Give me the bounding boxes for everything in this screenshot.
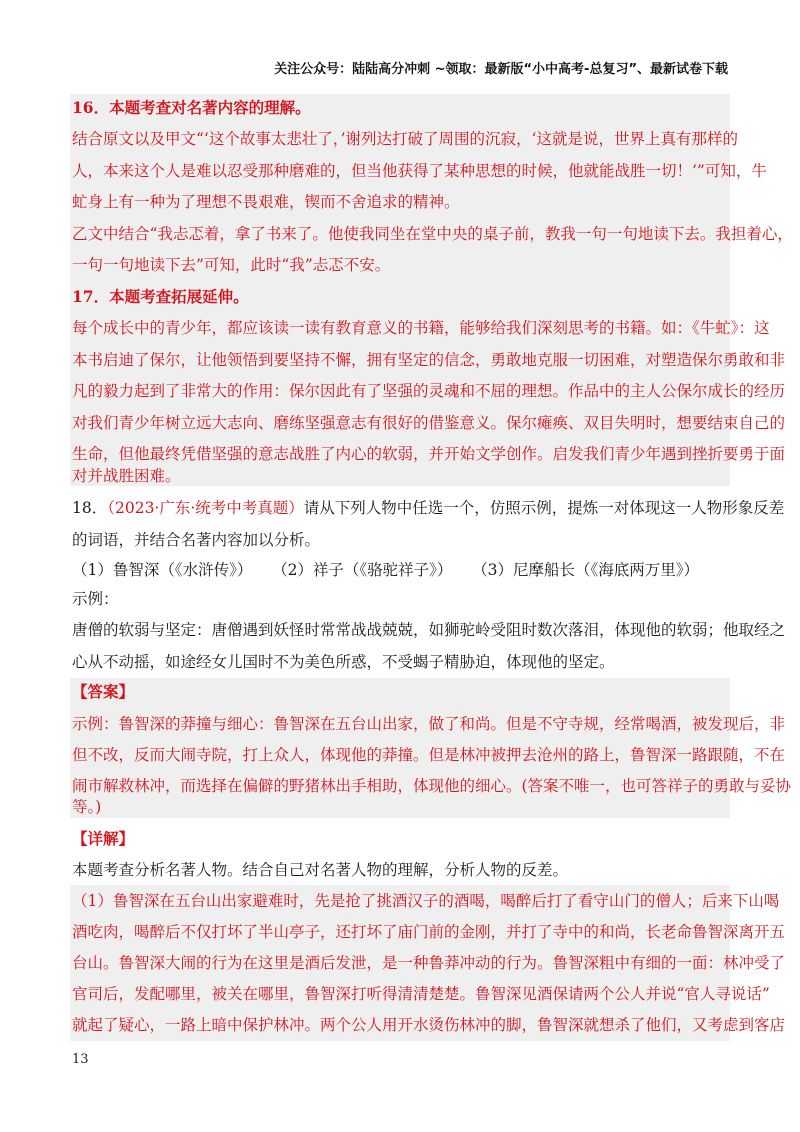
page-header: 关注公众号：陆陆高分冲刺 ~领取：最新版“小中高考-总复习”、最新试卷下载 [274,62,728,77]
analysis-text-line: 台山。鲁智深大闹的行为在这里是酒后发泄，是一种鲁莽冲动的行为。鲁智深粗中有细的一面：林冲受了 [72,954,786,972]
question-18-options: （1）鲁智深（《水浒传》） （2）祥子（《骆驼祥子》） （3）尼摩船长（《海底两万里》） [72,561,700,579]
item-16-text-line: 人，本来这个人是难以忍受那种磨难的，但当他获得了某种思想的时候，他就能战胜一切！’”可知，牛 [72,162,767,180]
answer-text-line: 示例：鲁智深的莽撞与细心：鲁智深在五台山出家，做了和尚。但是不守寺规，经常喝酒，被发现后，非 [72,715,786,733]
example-label: 示例： [72,590,119,608]
question-stem: 请从下列人物中任选一个，仿照示例，提炼一对体现这一人物形象反差 [303,499,785,517]
item-17-text-line: 对并战胜困难。 [72,467,181,485]
answer-text-line: 但不改，反而大闹寺院，打上众人，体现他的莽撞。但是林冲被押去沧州的路上，鲁智深一路跟随，不在 [72,746,786,764]
item-16-text-line: 一句一句地读下去”可知，此时“我”忐忑不安。 [72,256,391,274]
analysis-label: 【详解】 [72,829,135,848]
example-text-line: 唐僧的软弱与坚定：唐僧遇到妖怪时常常战战兢兢，如狮驼岭受阻时数次落泪，体现他的软弱；他取经之 [72,621,786,639]
item-17-text-line: 生命，但他最终凭借坚强的意志战胜了内心的软弱，并开始文学创作。启发我们青少年遇到挫折要勇于面 [72,445,786,463]
item-17-title: 17．本题考查拓展延伸。 [72,287,249,306]
question-number: 18． [72,499,108,517]
analysis-text-line: （1）鲁智深在五台山出家避难时，先是抢了挑酒汉子的酒喝，喝醉后打了看守山门的僧人；后来下山喝 [72,892,780,910]
item-17-text-line: 本书启迪了保尔，让他领悟到要坚持不懈，拥有坚定的信念，勇敢地克服一切困难，对塑造保尔勇敢和非 [72,351,786,369]
item-16-text-line: 乙文中结合“我忐忑着，拿了书来了。他使我同坐在堂中央的桌子前，教我一句一句地读下去。我担着心， [72,225,793,243]
example-text-line: 心从不动摇，如途经女儿国时不为美色所惑，不受蝎子精胁迫，体现他的坚定。 [72,653,615,671]
answer-text-line: 等。) [72,798,102,816]
analysis-intro: 本题考查分析名著人物。结合自己对名著人物的理解，分析人物的反差。 [72,861,569,879]
analysis-text-line: 就起了疑心，一路上暗中保护林冲。两个公人用开水烫伤林冲的脚，鲁智深就想杀了他们，又考虑到客店 [72,1016,786,1034]
item-16-text-line: 虻身上有一种为了理想不畏艰难，锲而不舍追求的精神。 [72,193,460,211]
page-number: 13 [72,1052,89,1067]
item-16-title: 16．本题考查对名著内容的理解。 [72,98,311,117]
analysis-text-line: 酒吃肉，喝醉后不仅打坏了半山亭子，还打坏了庙门前的金刚，并打了寺中的和尚，长老命鲁智深离开五 [72,923,786,941]
answer-text-line: 闹市解救林冲，而选择在偏僻的野猪林出手相助，体现他的细心。(答案不唯一，也可答祥子的勇敢与妥协 [72,777,792,795]
answer-label: 【答案】 [72,682,135,701]
analysis-text-line: 官司后，发配哪里，被关在哪里，鲁智深打听得清清楚楚。鲁智深见酒保请两个公人并说“官人寻说话” [72,985,770,1003]
item-17-text-line: 每个成长中的青少年，都应该读一读有教育意义的书籍，能够给我们深刻思考的书籍。如：《牛虻》：这 [72,319,770,337]
question-18-line2: 的词语，并结合名著内容加以分析。 [72,531,321,549]
item-17-text-line: 凡的毅力起到了非常大的作用：保尔因此有了坚强的灵魂和不屈的理想。作品中的主人公保尔成长的经历 [72,382,786,400]
question-source: （2023·广东·统考中考真题） [107,499,304,517]
item-16-text-line: 结合原文以及甲文“‘这个故事太悲壮了，’谢列达打破了周围的沉寂，‘这就是说，世界上真有那样的 [72,130,738,148]
question-18-line1 [72,498,784,518]
item-17-text-line: 对我们青少年树立远大志向、磨练坚强意志有很好的借鉴意义。保尔瘫痪、双目失明时，想要结束自己的 [72,414,786,432]
